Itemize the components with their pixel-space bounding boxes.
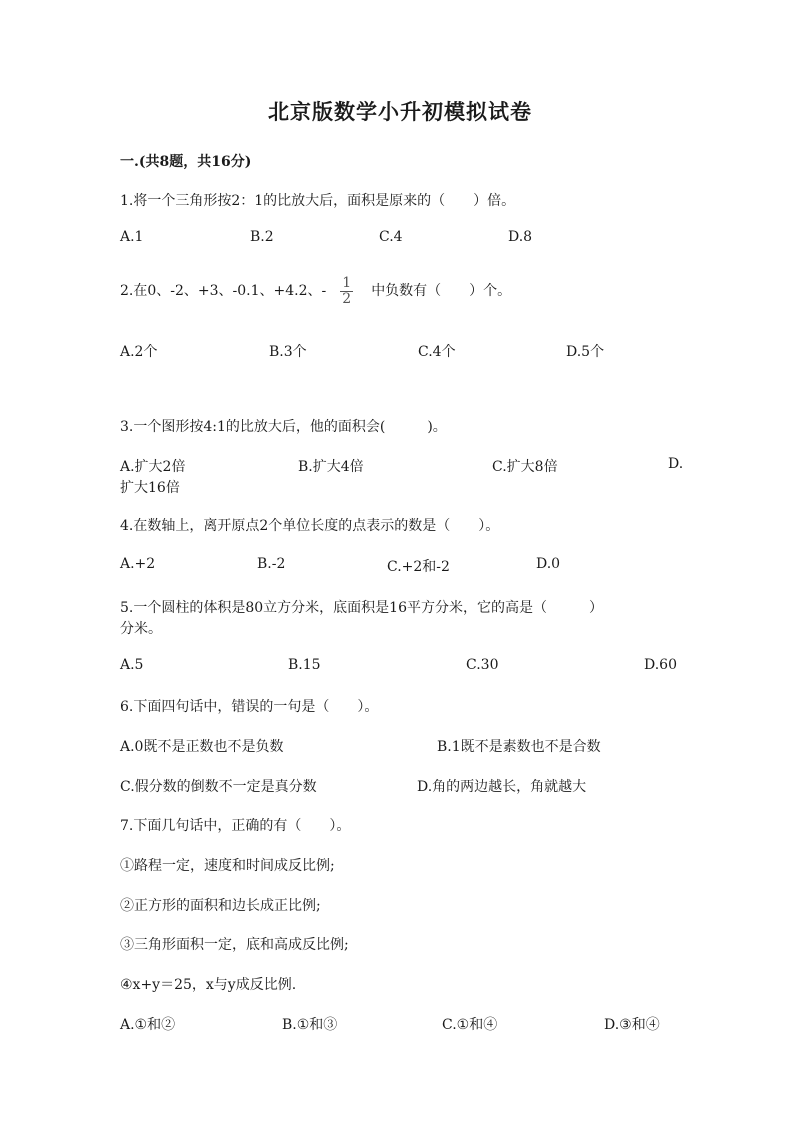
question-3-stem: 3.一个图形按4:1的比放大后，他的面积会( )。 [120,419,447,435]
question-3-options [120,456,690,476]
option-b: B.2 [250,229,274,245]
option-a: A.0既不是正数也不是负数 [120,739,284,755]
option-b: B.1既不是素数也不是合数 [437,739,601,755]
fraction-numerator: 1 [342,275,352,291]
question-6-options-row1 [120,736,690,756]
option-a: A.+2 [120,556,156,572]
option-c: C.4个 [418,344,456,360]
statement-4: ④x+y＝25，x与y成反比例. [120,977,297,993]
option-d: D.角的两边越长，角就越大 [417,779,587,795]
option-a: A.5 [120,657,144,673]
option-c: C.+2和-2 [387,559,450,575]
question-2-options [120,341,690,361]
question-5-stem-line1: 5.一个圆柱的体积是80立方分米，底面积是16平方分米，它的高是（ ） [120,600,603,616]
option-a: A.1 [120,229,144,245]
option-d-continued: 扩大16倍 [120,480,180,496]
option-b: B.15 [288,657,321,673]
option-a: A.①和② [120,1017,176,1033]
option-c: C.4 [379,229,403,245]
question-4-stem: 4.在数轴上，离开原点2个单位长度的点表示的数是（ ）。 [120,518,500,534]
question-2-stem-after: 中负数有（ ）个。 [371,283,512,300]
question-1-stem: 1.将一个三角形按2：1的比放大后，面积是原来的（ ）倍。 [120,193,516,209]
option-b: B.3个 [269,344,307,360]
option-a: A.2个 [120,344,158,360]
question-4-options [120,556,690,576]
fraction-denominator: 2 [342,290,352,307]
page-title: 北京版数学小升初模拟试卷 [268,99,532,124]
option-d: D.5个 [566,344,605,360]
statement-2: ②正方形的面积和边长成正比例; [120,898,321,914]
option-c: C.假分数的倒数不一定是真分数 [120,779,317,795]
option-d: D.60 [644,657,677,673]
statement-1: ①路程一定，速度和时间成反比例; [120,858,335,874]
question-6-options-row2 [120,776,690,796]
question-2-stem [120,276,511,306]
option-c: C.①和④ [442,1017,498,1033]
option-d: D. [668,456,684,472]
option-b: B.扩大4倍 [298,459,364,475]
question-7-stem: 7.下面几句话中，正确的有（ ）。 [120,818,351,834]
section-heading: 一.(共8题，共16分) [120,154,252,170]
question-1-options [120,229,690,249]
question-2-stem-before: 2.在0、-2、+3、-0.1、+4.2、- [120,283,327,300]
option-d: D.③和④ [604,1017,660,1033]
option-a: A.扩大2倍 [120,459,186,475]
option-c: C.扩大8倍 [492,459,558,475]
option-b: B.①和③ [282,1017,338,1033]
option-b: B.-2 [257,556,286,572]
question-6-stem: 6.下面四句话中，错误的一句是（ ）。 [120,699,379,715]
question-5-options [120,657,690,677]
fraction [340,276,353,306]
option-d: D.0 [536,556,561,572]
option-d: D.8 [508,229,533,245]
option-c: C.30 [466,657,499,673]
statement-3: ③三角形面积一定，底和高成反比例; [120,937,349,953]
question-5-stem-line2: 分米。 [120,621,162,637]
question-7-options [120,1014,690,1034]
